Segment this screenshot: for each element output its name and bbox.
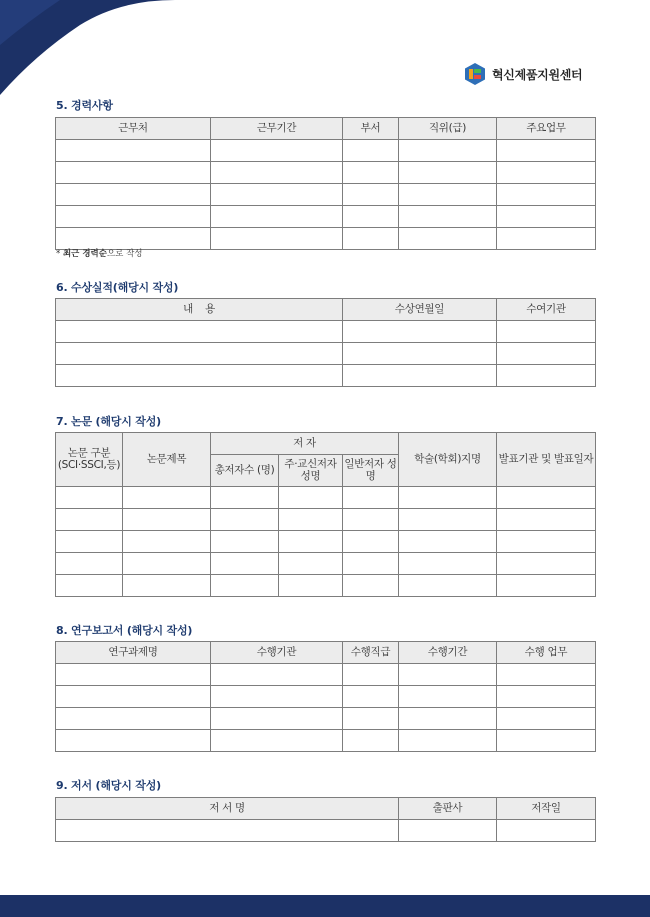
table-cell[interactable] — [123, 509, 211, 531]
col-total-authors: 총저자수 (명) — [211, 455, 279, 487]
table-cell[interactable] — [399, 140, 497, 162]
col-content: 내 용 — [56, 299, 343, 321]
table-row — [56, 487, 596, 509]
table-row — [56, 730, 596, 752]
col-award-org: 수여기관 — [497, 299, 596, 321]
table-row — [56, 184, 596, 206]
table-cell[interactable] — [343, 509, 399, 531]
col-main-author: 주·교신저자 성명 — [279, 455, 343, 487]
table-cell[interactable] — [56, 730, 211, 752]
col-award-date: 수상연월일 — [343, 299, 497, 321]
logo-text: 혁신제품지원센터 — [492, 67, 583, 82]
table-cell[interactable] — [497, 531, 596, 553]
table-cell[interactable] — [497, 228, 596, 250]
corner-decoration — [0, 0, 175, 95]
table-cell[interactable] — [56, 686, 211, 708]
note-bold: 최근 경력순 — [62, 249, 107, 259]
table-row — [56, 365, 596, 387]
col-task: 수행 업무 — [497, 642, 596, 664]
table-cell[interactable] — [56, 206, 211, 228]
table-cell[interactable] — [211, 206, 343, 228]
table-cell[interactable] — [497, 343, 596, 365]
table-cell[interactable] — [56, 531, 123, 553]
table-cell[interactable] — [399, 184, 497, 206]
table-cell[interactable] — [399, 162, 497, 184]
table-row — [56, 509, 596, 531]
table-row — [56, 206, 596, 228]
table-cell[interactable] — [56, 184, 211, 206]
section-7-title: 7. 논문 (해당시 작성) — [56, 415, 161, 428]
table-cell[interactable] — [211, 140, 343, 162]
table-cell[interactable] — [56, 365, 343, 387]
col-rank: 수행직급 — [343, 642, 399, 664]
col-publisher: 출판사 — [399, 798, 497, 820]
table-cell[interactable] — [497, 321, 596, 343]
table-cell[interactable] — [399, 686, 497, 708]
col-department: 부서 — [343, 118, 399, 140]
table-cell[interactable] — [497, 206, 596, 228]
col-institution: 수행기관 — [211, 642, 343, 664]
table-cell[interactable] — [497, 575, 596, 597]
col-authors: 저 자 — [211, 433, 399, 455]
table-cell[interactable] — [497, 664, 596, 686]
table-cell[interactable] — [399, 206, 497, 228]
col-paper-title: 논문제목 — [123, 433, 211, 487]
table-cell[interactable] — [123, 487, 211, 509]
table-cell[interactable] — [56, 343, 343, 365]
col-book-title: 저 서 명 — [56, 798, 399, 820]
table-cell[interactable] — [56, 162, 211, 184]
table-cell[interactable] — [56, 140, 211, 162]
table-row — [56, 553, 596, 575]
table-row — [56, 321, 596, 343]
table-cell[interactable] — [399, 820, 497, 842]
table-cell[interactable] — [56, 321, 343, 343]
table-cell[interactable] — [211, 708, 343, 730]
table-cell[interactable] — [399, 664, 497, 686]
table-row — [56, 664, 596, 686]
table-cell[interactable] — [497, 686, 596, 708]
table-cell[interactable] — [497, 708, 596, 730]
col-workplace: 근무처 — [56, 118, 211, 140]
table-cell[interactable] — [211, 228, 343, 250]
award-table — [55, 298, 596, 387]
col-paper-type: 논문 구분 (SCI·SSCI,등) — [56, 433, 123, 487]
table-cell[interactable] — [399, 708, 497, 730]
table-cell[interactable] — [343, 487, 399, 509]
report-table — [55, 641, 596, 752]
section-5-title: 5. 경력사항 — [56, 99, 113, 112]
table-cell[interactable] — [211, 487, 279, 509]
table-row — [56, 575, 596, 597]
table-cell[interactable] — [123, 575, 211, 597]
note-rest: 으로 작성 — [106, 249, 143, 259]
table-cell[interactable] — [399, 575, 497, 597]
table-cell[interactable] — [497, 509, 596, 531]
table-cell[interactable] — [497, 487, 596, 509]
table-cell[interactable] — [211, 553, 279, 575]
table-header-row — [56, 118, 596, 140]
table-cell[interactable] — [211, 664, 343, 686]
table-header-row — [56, 642, 596, 664]
table-row — [56, 343, 596, 365]
table-cell[interactable] — [211, 509, 279, 531]
table-cell[interactable] — [211, 531, 279, 553]
col-publish-info: 발표기관 및 발표일자 — [497, 433, 596, 487]
table-cell[interactable] — [56, 820, 399, 842]
col-work-period: 근무기간 — [211, 118, 343, 140]
table-cell[interactable] — [56, 553, 123, 575]
table-cell[interactable] — [399, 531, 497, 553]
section-9-title: 9. 저서 (해당시 작성) — [56, 779, 161, 792]
table-cell[interactable] — [343, 343, 497, 365]
table-cell[interactable] — [399, 730, 497, 752]
table-cell[interactable] — [343, 228, 399, 250]
table-cell[interactable] — [279, 487, 343, 509]
col-main-duty: 주요업무 — [497, 118, 596, 140]
table-cell[interactable] — [343, 321, 497, 343]
table-cell[interactable] — [123, 531, 211, 553]
table-row — [56, 162, 596, 184]
table-cell[interactable] — [211, 162, 343, 184]
table-cell[interactable] — [343, 184, 399, 206]
table-cell[interactable] — [279, 553, 343, 575]
footer-bar — [0, 895, 650, 917]
table-row — [56, 686, 596, 708]
table-cell[interactable] — [211, 575, 279, 597]
table-cell[interactable] — [343, 206, 399, 228]
table-cell[interactable] — [211, 686, 343, 708]
table-cell[interactable] — [211, 184, 343, 206]
table-header-row — [56, 299, 596, 321]
table-cell[interactable] — [343, 730, 399, 752]
table-cell[interactable] — [399, 487, 497, 509]
table-cell[interactable] — [399, 509, 497, 531]
table-cell[interactable] — [211, 730, 343, 752]
table-cell[interactable] — [343, 162, 399, 184]
table-cell[interactable] — [399, 228, 497, 250]
table-cell[interactable] — [497, 730, 596, 752]
table-row — [56, 708, 596, 730]
note-prefix: * — [56, 249, 63, 259]
table-row — [56, 820, 596, 842]
table-cell[interactable] — [343, 140, 399, 162]
table-cell[interactable] — [56, 509, 123, 531]
career-note — [56, 247, 143, 259]
table-cell[interactable] — [399, 553, 497, 575]
table-cell[interactable] — [497, 820, 596, 842]
table-cell[interactable] — [56, 487, 123, 509]
table-header-row — [56, 433, 596, 455]
career-table — [55, 117, 596, 250]
table-cell[interactable] — [343, 365, 497, 387]
table-cell[interactable] — [343, 708, 399, 730]
col-position: 직위(급) — [399, 118, 497, 140]
section-6-title: 6. 수상실적(해당시 작성) — [56, 281, 179, 294]
table-cell[interactable] — [279, 509, 343, 531]
table-cell[interactable] — [56, 664, 211, 686]
col-project-name: 연구과제명 — [56, 642, 211, 664]
table-cell[interactable] — [497, 553, 596, 575]
logo-icon — [463, 62, 487, 86]
table-cell[interactable] — [343, 553, 399, 575]
col-period: 수행기간 — [399, 642, 497, 664]
table-cell[interactable] — [497, 162, 596, 184]
col-general-author: 일반저자 성명 — [343, 455, 399, 487]
table-cell[interactable] — [343, 686, 399, 708]
table-cell[interactable] — [279, 575, 343, 597]
table-header-row — [56, 798, 596, 820]
table-cell[interactable] — [279, 531, 343, 553]
table-cell[interactable] — [56, 708, 211, 730]
table-cell[interactable] — [497, 365, 596, 387]
table-cell[interactable] — [343, 664, 399, 686]
paper-table — [55, 432, 596, 597]
col-pub-date: 저작일 — [497, 798, 596, 820]
col-journal: 학술(학회)지명 — [399, 433, 497, 487]
table-row — [56, 140, 596, 162]
table-cell[interactable] — [56, 575, 123, 597]
section-8-title: 8. 연구보고서 (해당시 작성) — [56, 624, 193, 637]
table-cell[interactable] — [343, 531, 399, 553]
table-cell[interactable] — [497, 140, 596, 162]
table-row — [56, 531, 596, 553]
brand-logo — [463, 62, 582, 86]
table-cell[interactable] — [343, 575, 399, 597]
table-cell[interactable] — [123, 553, 211, 575]
table-cell[interactable] — [497, 184, 596, 206]
book-table — [55, 797, 596, 842]
